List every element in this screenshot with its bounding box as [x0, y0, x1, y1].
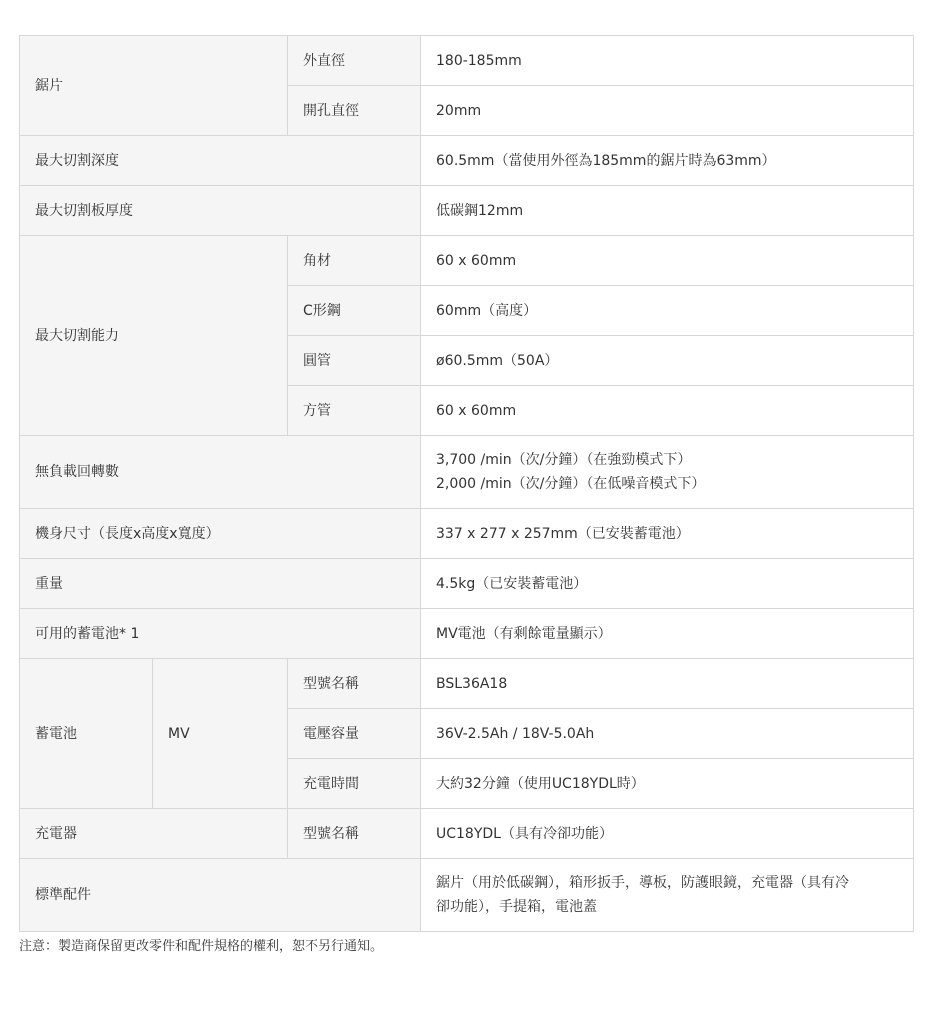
- row-label-charger: 充電器: [20, 809, 288, 859]
- sub-label-square-pipe: 方管: [288, 386, 421, 436]
- row-label-dimensions: 機身尺寸（長度x高度x寬度）: [20, 509, 421, 559]
- accessories-line-2: 卻功能），手提箱，電池蓋: [436, 899, 597, 915]
- accessories-line-1: 鋸片（用於低碳鋼），箱形扳手，導板，防護眼鏡，充電器（具有冷: [436, 875, 849, 891]
- value-bore-diameter: 20mm: [421, 86, 914, 136]
- sub-label-charging-time: 充電時間: [288, 759, 421, 809]
- value-charger-model: UC18YDL（具有冷卻功能）: [421, 809, 914, 859]
- row-label-blade: 鋸片: [20, 36, 288, 136]
- value-battery-model: BSL36A18: [421, 659, 914, 709]
- value-standard-accessories: [421, 859, 914, 932]
- table-row: [20, 809, 914, 859]
- value-c-channel: 60mm（高度）: [421, 286, 914, 336]
- table-row: [20, 659, 914, 709]
- sub-label-bore-diameter: 開孔直徑: [288, 86, 421, 136]
- table-row: [20, 609, 914, 659]
- row-label-battery: 蓄電池: [20, 659, 153, 809]
- row-label-weight: 重量: [20, 559, 421, 609]
- value-max-plate-thickness: 低碳鋼12mm: [421, 186, 914, 236]
- table-row: [20, 186, 914, 236]
- table-row: [20, 509, 914, 559]
- table-row: [20, 36, 914, 86]
- row-label-max-cut-depth: 最大切割深度: [20, 136, 421, 186]
- value-max-cut-depth: 60.5mm（當使用外徑為185mm的鋸片時為63mm）: [421, 136, 914, 186]
- row-label-compatible-battery: 可用的蓄電池* 1: [20, 609, 421, 659]
- row-label-standard-accessories: 標準配件: [20, 859, 421, 932]
- table-row: [20, 236, 914, 286]
- value-dimensions: 337 x 277 x 257mm（已安裝蓄電池）: [421, 509, 914, 559]
- table-row: [20, 436, 914, 509]
- value-round-pipe: ø60.5mm（50A）: [421, 336, 914, 386]
- sub-label-round-pipe: 圓管: [288, 336, 421, 386]
- value-compatible-battery: MV電池（有剩餘電量顯示）: [421, 609, 914, 659]
- value-square-pipe: 60 x 60mm: [421, 386, 914, 436]
- value-outer-diameter: 180-185mm: [421, 36, 914, 86]
- value-weight: 4.5kg（已安裝蓄電池）: [421, 559, 914, 609]
- value-voltage-capacity: 36V-2.5Ah / 18V-5.0Ah: [421, 709, 914, 759]
- spec-table-container: [19, 35, 913, 932]
- sub-label-angle: 角材: [288, 236, 421, 286]
- sub-label-c-channel: C形鋼: [288, 286, 421, 336]
- table-row: [20, 859, 914, 932]
- spec-table: [19, 35, 914, 932]
- sub-label-charger-model: 型號名稱: [288, 809, 421, 859]
- battery-type: MV: [153, 659, 288, 809]
- value-angle: 60 x 60mm: [421, 236, 914, 286]
- sub-label-voltage-capacity: 電壓容量: [288, 709, 421, 759]
- value-line-silent-mode: 2,000 /min（次/分鐘）（在低噪音模式下）: [436, 476, 706, 492]
- value-no-load-speed: [421, 436, 914, 509]
- table-row: [20, 559, 914, 609]
- row-label-no-load-speed: 無負載回轉數: [20, 436, 421, 509]
- row-label-max-plate-thickness: 最大切割板厚度: [20, 186, 421, 236]
- table-row: [20, 136, 914, 186]
- sub-label-outer-diameter: 外直徑: [288, 36, 421, 86]
- value-charging-time: 大約32分鐘（使用UC18YDL時）: [421, 759, 914, 809]
- sub-label-battery-model: 型號名稱: [288, 659, 421, 709]
- value-line-power-mode: 3,700 /min（次/分鐘）（在強勁模式下）: [436, 452, 692, 468]
- row-label-max-cutting-capacity: 最大切割能力: [20, 236, 288, 436]
- disclaimer-note: 注意：製造商保留更改零件和配件規格的權利，恕不另行通知。: [19, 939, 384, 954]
